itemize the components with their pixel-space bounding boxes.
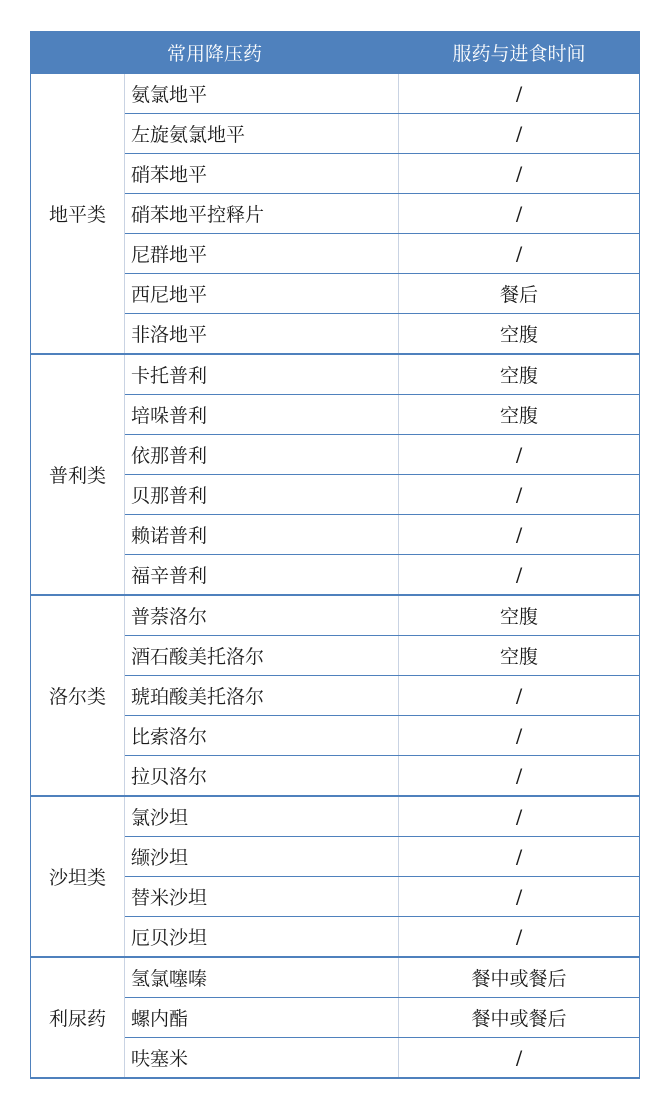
drug-name-cell: 呋塞米 [125,1038,399,1079]
drug-class-cell: 沙坦类 [31,796,125,957]
intake-timing-cell: / [399,917,640,958]
intake-timing-cell: / [399,555,640,596]
drug-class-cell: 地平类 [31,73,125,354]
drug-name-cell: 西尼地平 [125,274,399,314]
intake-timing-cell: / [399,756,640,797]
drug-class-cell: 利尿药 [31,957,125,1078]
intake-timing-cell: / [399,1038,640,1079]
drug-name-cell: 琥珀酸美托洛尔 [125,676,399,716]
drug-name-cell: 螺内酯 [125,998,399,1038]
drug-name-cell: 比索洛尔 [125,716,399,756]
intake-timing-cell: 空腹 [399,395,640,435]
drug-name-cell: 赖诺普利 [125,515,399,555]
drug-name-cell: 左旋氨氯地平 [125,114,399,154]
drug-class-cell: 普利类 [31,354,125,595]
drug-name-cell: 替米沙坦 [125,877,399,917]
medication-table-container [30,31,639,1079]
intake-timing-cell: 餐中或餐后 [399,998,640,1038]
intake-timing-cell: / [399,837,640,877]
intake-timing-cell: / [399,676,640,716]
intake-timing-cell: / [399,73,640,114]
header-drug-column: 常用降压药 [31,32,399,74]
drug-name-cell: 贝那普利 [125,475,399,515]
drug-name-cell: 福辛普利 [125,555,399,596]
intake-timing-cell: / [399,154,640,194]
intake-timing-cell: / [399,716,640,756]
drug-name-cell: 硝苯地平 [125,154,399,194]
table-row [31,957,640,998]
intake-timing-cell: / [399,435,640,475]
intake-timing-cell: / [399,877,640,917]
intake-timing-cell: / [399,515,640,555]
drug-name-cell: 卡托普利 [125,354,399,395]
intake-timing-cell: / [399,194,640,234]
drug-name-cell: 培哚普利 [125,395,399,435]
drug-name-cell: 氢氯噻嗪 [125,957,399,998]
intake-timing-cell: 餐后 [399,274,640,314]
drug-name-cell: 拉贝洛尔 [125,756,399,797]
header-row [31,32,640,74]
drug-name-cell: 氨氯地平 [125,73,399,114]
table-row [31,73,640,114]
intake-timing-cell: / [399,114,640,154]
drug-name-cell: 厄贝沙坦 [125,917,399,958]
drug-name-cell: 酒石酸美托洛尔 [125,636,399,676]
intake-timing-cell: 空腹 [399,314,640,355]
intake-timing-cell: 空腹 [399,595,640,636]
intake-timing-cell: / [399,796,640,837]
drug-name-cell: 非洛地平 [125,314,399,355]
intake-timing-cell: 空腹 [399,354,640,395]
drug-name-cell: 依那普利 [125,435,399,475]
drug-name-cell: 缬沙坦 [125,837,399,877]
drug-name-cell: 硝苯地平控释片 [125,194,399,234]
drug-name-cell: 尼群地平 [125,234,399,274]
drug-class-cell: 洛尔类 [31,595,125,796]
table-header [31,32,640,74]
intake-timing-cell: 餐中或餐后 [399,957,640,998]
intake-timing-cell: 空腹 [399,636,640,676]
antihypertensive-table [30,31,640,1079]
drug-name-cell: 普萘洛尔 [125,595,399,636]
table-row [31,354,640,395]
table-row [31,796,640,837]
header-time-column: 服药与进食时间 [399,32,640,74]
table-row [31,595,640,636]
intake-timing-cell: / [399,475,640,515]
table-body [31,73,640,1078]
drug-name-cell: 氯沙坦 [125,796,399,837]
intake-timing-cell: / [399,234,640,274]
